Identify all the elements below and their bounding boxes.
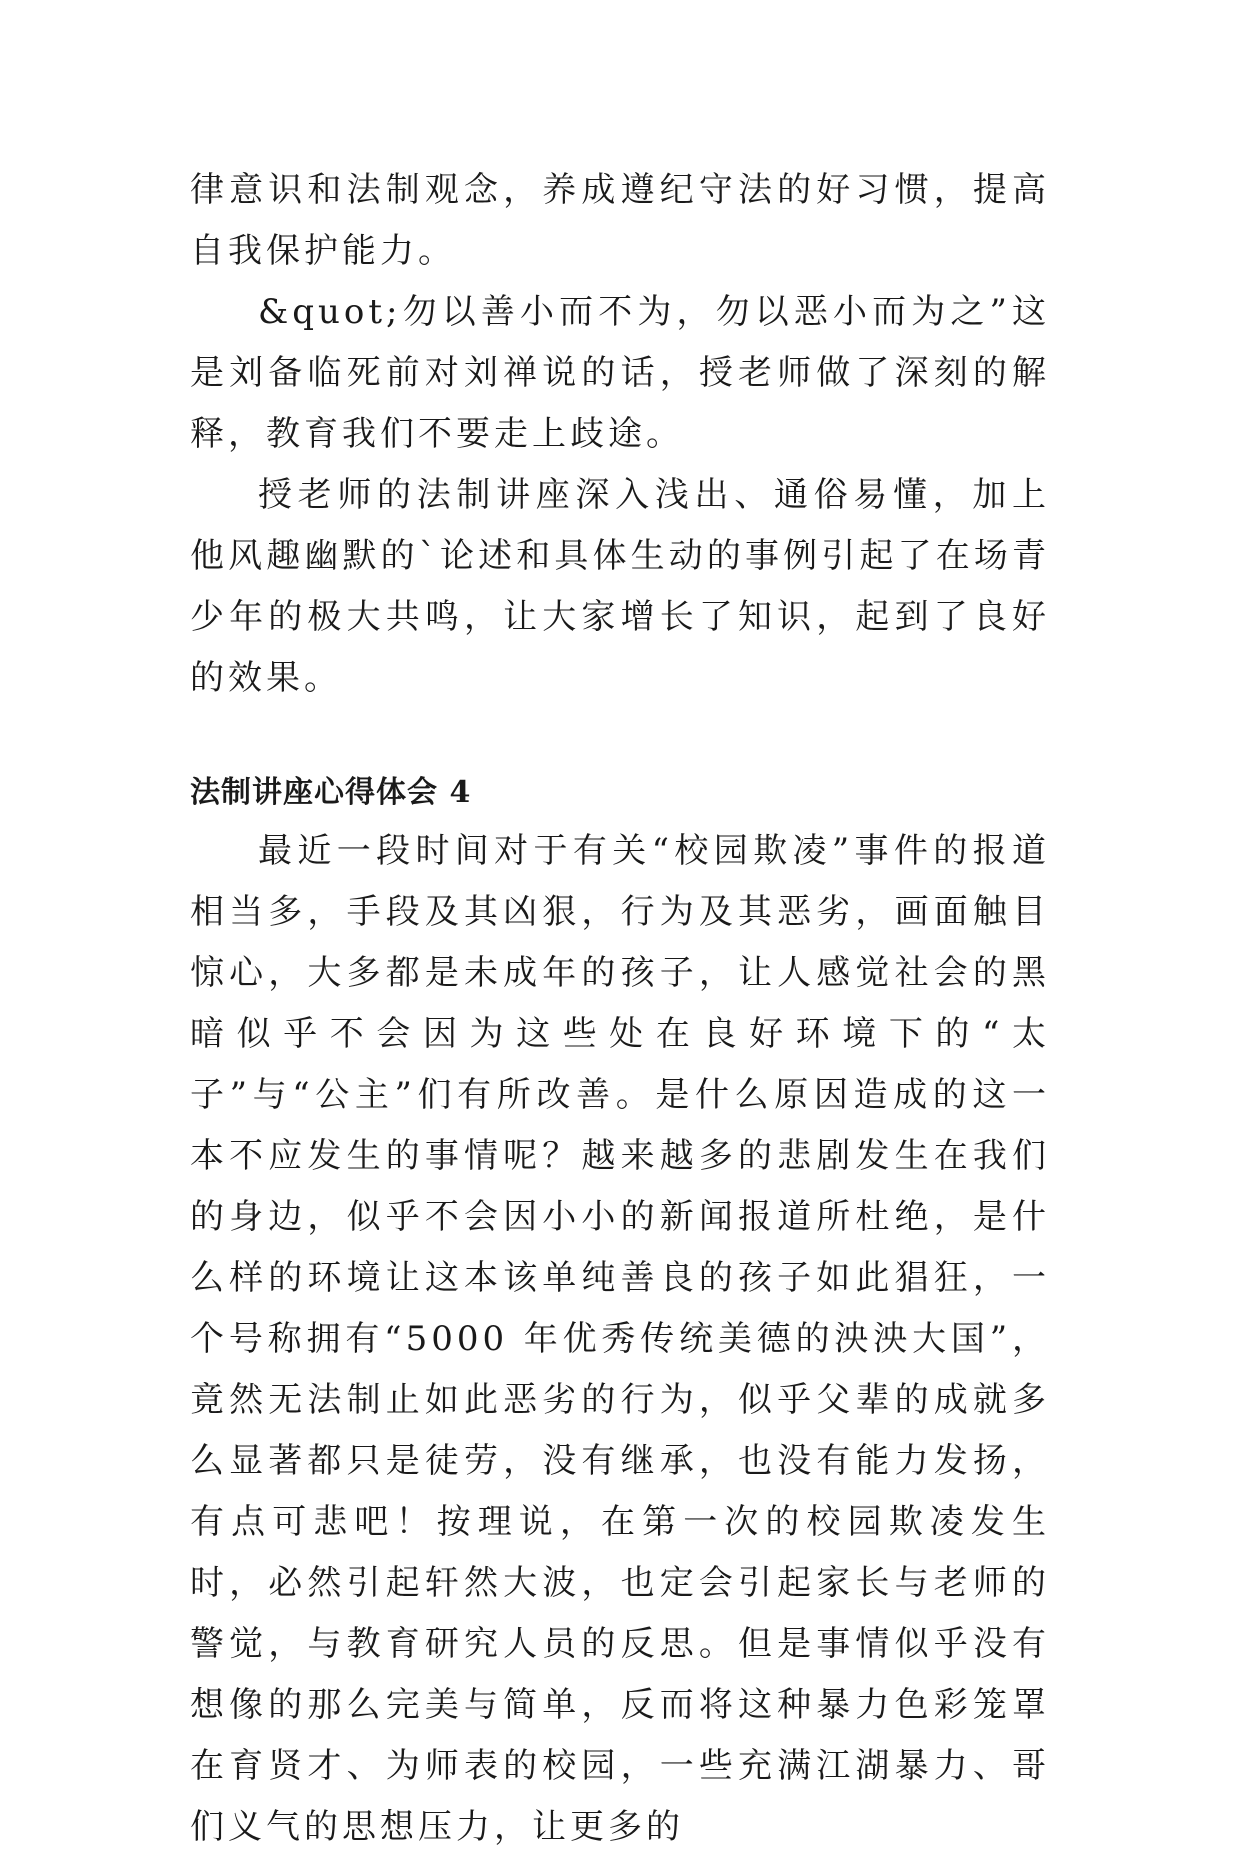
section-heading: 法制讲座心得体会 4 [190,775,472,810]
paragraph-continued: 律意识和法制观念，养成遵纪守法的好习惯，提高自我保护能力。 [190,170,1050,271]
paragraph-lecture-summary: 授老师的法制讲座深入浅出、通俗易懂，加上他风趣幽默的`论述和具体生动的事例引起了在场青少年的极大共鸣，让大家增长了知识，起到了良好的效果。 [190,475,1050,698]
paragraph-quote: &quot;勿以善小而不为，勿以恶小而为之”这是刘备临死前对刘禅说的话，授老师做了深刻的解释，教育我们不要走上歧途。 [190,292,1050,454]
document-body [190,160,1050,1858]
paragraph-school-bullying: 最近一段时间对于有关“校园欺凌”事件的报道相当多，手段及其凶狠，行为及其恶劣，画面触目惊心，大多都是未成年的孩子，让人感觉社会的黑暗似乎不会因为这些处在良好环境下的“太子”与“公主”们有所改善。是什么原因造成的这一本不应发生的事情呢？越来越多的悲剧发生在我们的身边，似乎不会因小小的新闻报道所杜绝，是什么样的环境让这本该单纯善良的孩子如此猖狂，一个号称拥有“5000 年优秀传统美德的泱泱大国”，竟然无法制止如此恶劣的行为，似乎父辈的成就多么显著都只是徒劳，没有继承，也没有能力发扬，有点可悲吧！按理说，在第一次的校园欺凌发生时，必然引起轩然大波，也定会引起家长与老师的警觉，与教育研究人员的反思。但是事情似乎没有想像的那么完美与简单，反而将这种暴力色彩笼罩在育贤才、为师表的校园，一些充满江湖暴力、哥们义气的思想压力，让更多的 [190,831,1050,1847]
